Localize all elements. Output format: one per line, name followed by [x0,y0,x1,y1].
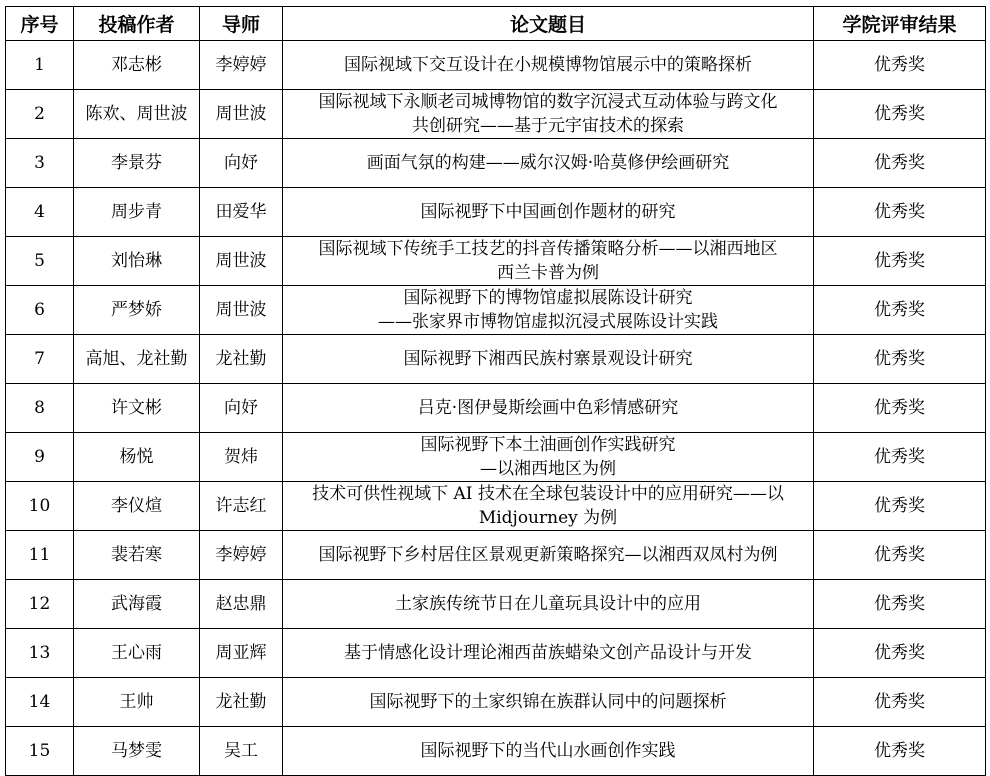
cell-mentor: 许志红 [200,482,283,531]
cell-mentor: 赵忠鼎 [200,580,283,629]
cell-author: 刘怡琳 [74,237,200,286]
cell-author: 周步青 [74,188,200,237]
table-row [6,482,986,531]
table-row [6,188,986,237]
cell-no: 4 [6,188,74,237]
cell-title [283,384,814,433]
header-result: 学院评审结果 [814,7,986,41]
table-row [6,629,986,678]
title-line: 国际视野下的博物馆虚拟展陈设计研究 [403,288,693,308]
cell-result: 优秀奖 [814,727,986,776]
cell-title [283,139,814,188]
cell-author: 陈欢、周世波 [74,90,200,139]
title-line: —以湘西地区为例 [480,459,616,479]
cell-author: 严梦娇 [74,286,200,335]
header-title: 论文题目 [283,7,814,41]
cell-author: 马梦雯 [74,727,200,776]
cell-result: 优秀奖 [814,286,986,335]
cell-title [283,482,814,531]
cell-no: 3 [6,139,74,188]
cell-no: 12 [6,580,74,629]
cell-no: 9 [6,433,74,482]
cell-mentor: 龙社勤 [200,335,283,384]
cell-title [283,433,814,482]
cell-author: 武海霞 [74,580,200,629]
title-line: 画面气氛的构建——威尔汉姆·哈莫修伊绘画研究 [366,153,730,173]
header-author: 投稿作者 [74,7,200,41]
table-row [6,433,986,482]
awards-table [5,6,986,776]
cell-result: 优秀奖 [814,580,986,629]
cell-mentor: 李婷婷 [200,41,283,90]
cell-result: 优秀奖 [814,678,986,727]
table-header [6,7,986,41]
cell-mentor: 吴工 [200,727,283,776]
title-line: ——张家界市博物馆虚拟沉浸式展陈设计实践 [378,312,718,332]
cell-no: 14 [6,678,74,727]
cell-no: 11 [6,531,74,580]
title-line: 国际视野下本土油画创作实践研究 [420,435,676,455]
table-row [6,678,986,727]
cell-title [283,580,814,629]
title-line: 基于情感化设计理论湘西苗族蜡染文创产品设计与开发 [344,643,752,663]
cell-title [283,41,814,90]
cell-author: 李仪煊 [74,482,200,531]
title-line: 国际视野下乡村居住区景观更新策略探究—以湘西双凤村为例 [318,545,778,565]
cell-no: 6 [6,286,74,335]
table-row [6,384,986,433]
cell-no: 5 [6,237,74,286]
title-line: 吕克·图伊曼斯绘画中色彩情感研究 [417,398,679,418]
title-line: 国际视野下的当代山水画创作实践 [420,741,676,761]
title-line: 国际视野下中国画创作题材的研究 [420,202,676,222]
cell-author: 王帅 [74,678,200,727]
cell-no: 13 [6,629,74,678]
cell-title [283,727,814,776]
table-body [6,41,986,776]
table-row [6,41,986,90]
table-row [6,90,986,139]
cell-mentor: 周世波 [200,237,283,286]
table-row [6,286,986,335]
title-line: 国际视域下永顺老司城博物馆的数字沉浸式互动体验与跨文化 [318,92,778,112]
cell-title [283,237,814,286]
cell-no: 8 [6,384,74,433]
cell-author: 邓志彬 [74,41,200,90]
cell-mentor: 周世波 [200,286,283,335]
title-line: 共创研究——基于元宇宙技术的探索 [412,116,684,136]
cell-no: 15 [6,727,74,776]
cell-title [283,90,814,139]
cell-mentor: 李婷婷 [200,531,283,580]
cell-title [283,188,814,237]
cell-mentor: 向妤 [200,139,283,188]
cell-author: 裴若寒 [74,531,200,580]
cell-no: 2 [6,90,74,139]
cell-no: 7 [6,335,74,384]
cell-result: 优秀奖 [814,531,986,580]
cell-title [283,335,814,384]
cell-author: 杨悦 [74,433,200,482]
table-row [6,531,986,580]
cell-result: 优秀奖 [814,433,986,482]
cell-no: 10 [6,482,74,531]
table-row [6,580,986,629]
cell-result: 优秀奖 [814,188,986,237]
cell-result: 优秀奖 [814,90,986,139]
table-row [6,727,986,776]
cell-mentor: 周世波 [200,90,283,139]
title-line: 国际视野下的土家织锦在族群认同中的问题探析 [369,692,727,712]
header-no: 序号 [6,7,74,41]
title-line: 西兰卡普为例 [497,263,599,283]
cell-result: 优秀奖 [814,384,986,433]
cell-author: 李景芬 [74,139,200,188]
cell-title [283,629,814,678]
cell-author: 王心雨 [74,629,200,678]
cell-result: 优秀奖 [814,335,986,384]
cell-no: 1 [6,41,74,90]
cell-result: 优秀奖 [814,482,986,531]
header-row [6,7,986,41]
table-row [6,139,986,188]
cell-mentor: 向妤 [200,384,283,433]
cell-mentor: 周亚辉 [200,629,283,678]
cell-result: 优秀奖 [814,629,986,678]
title-line: 国际视域下传统手工技艺的抖音传播策略分析——以湘西地区 [318,239,778,259]
cell-author: 高旭、龙社勤 [74,335,200,384]
cell-title [283,678,814,727]
cell-mentor: 龙社勤 [200,678,283,727]
title-line: 技术可供性视域下 AI 技术在全球包装设计中的应用研究——以 [312,484,784,504]
cell-author: 许文彬 [74,384,200,433]
cell-result: 优秀奖 [814,41,986,90]
cell-mentor: 田爱华 [200,188,283,237]
title-line: 土家族传统节日在儿童玩具设计中的应用 [395,594,701,614]
cell-result: 优秀奖 [814,139,986,188]
title-line: Midjourney 为例 [478,508,618,528]
table-row [6,237,986,286]
title-line: 国际视野下湘西民族村寨景观设计研究 [403,349,693,369]
table-row [6,335,986,384]
cell-title [283,286,814,335]
cell-result: 优秀奖 [814,237,986,286]
cell-mentor: 贺炜 [200,433,283,482]
title-line: 国际视域下交互设计在小规模博物馆展示中的策略探析 [344,55,752,75]
cell-title [283,531,814,580]
header-mentor: 导师 [200,7,283,41]
